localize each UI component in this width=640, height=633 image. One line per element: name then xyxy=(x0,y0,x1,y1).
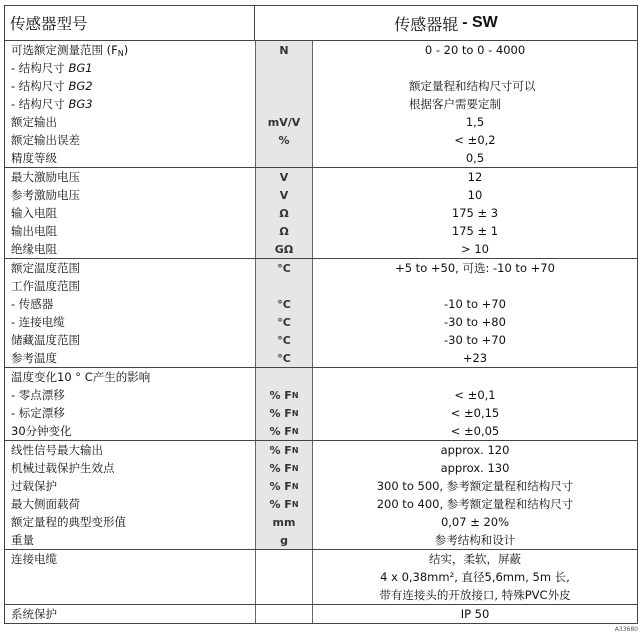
spec-label xyxy=(5,60,255,76)
spec-value: 175 ± 3 xyxy=(451,206,499,220)
spec-unit-text: % F xyxy=(269,461,292,475)
spec-unit-text: mm xyxy=(272,515,296,529)
spec-label-text: 参考激励电压 xyxy=(11,188,80,202)
spec-label xyxy=(5,551,255,567)
spec-value: 额定量程和结构尺寸可以 xyxy=(409,79,536,93)
spec-label-text: 可选额定测量范围 (F xyxy=(11,43,118,57)
spec-unit xyxy=(255,441,313,459)
spec-unit xyxy=(255,495,313,513)
spec-unit-text: % F xyxy=(269,406,292,420)
spec-label xyxy=(5,150,255,166)
spec-value: 根据客户需要定制 xyxy=(409,97,501,111)
spec-label-text: 重量 xyxy=(11,533,34,547)
spec-label-size: BG2 xyxy=(68,79,93,93)
spec-label-text: 额定温度范围 xyxy=(11,261,80,275)
spec-row xyxy=(5,349,637,367)
spec-unit-sub: N xyxy=(291,445,299,455)
spec-value: 结实，柔软，屏蔽 xyxy=(429,552,521,566)
spec-unit xyxy=(255,59,313,77)
spec-unit-text: V xyxy=(279,170,289,184)
spec-label-text: 连接电缆 xyxy=(11,552,57,566)
spec-unit xyxy=(255,513,313,531)
spec-group xyxy=(5,368,637,441)
spec-label xyxy=(5,78,255,94)
spec-unit xyxy=(255,131,313,149)
table-header xyxy=(5,6,637,41)
spec-unit xyxy=(255,95,313,113)
spec-label-text: 工作温度范围 xyxy=(11,279,80,293)
spec-row xyxy=(5,59,637,77)
spec-unit xyxy=(255,404,313,422)
spec-group xyxy=(5,441,637,550)
spec-unit-text: % F xyxy=(269,479,292,493)
spec-label xyxy=(5,332,255,348)
spec-unit xyxy=(255,568,313,586)
spec-label xyxy=(5,205,255,221)
spec-row xyxy=(5,386,637,404)
spec-group xyxy=(5,168,637,259)
spec-value: < ±0,1 xyxy=(454,388,496,402)
spec-row xyxy=(5,531,637,549)
spec-row xyxy=(5,404,637,422)
spec-label-text: 输出电阻 xyxy=(11,224,57,238)
spec-value: approx. 130 xyxy=(440,461,510,475)
spec-unit-text: % F xyxy=(269,443,292,457)
spec-row xyxy=(5,605,637,623)
spec-value: 带有连接头的开放接口, 特殊PVC外皮 xyxy=(379,588,571,602)
spec-unit xyxy=(255,259,313,277)
spec-label xyxy=(5,42,255,58)
spec-label xyxy=(5,606,255,622)
spec-unit-sub: N xyxy=(291,463,299,473)
spec-unit xyxy=(255,240,313,258)
spec-label-end: ) xyxy=(123,43,129,57)
spec-unit xyxy=(255,331,313,349)
spec-group xyxy=(5,41,637,168)
spec-value: 1,5 xyxy=(465,115,485,129)
spec-value: 12 xyxy=(467,170,483,184)
spec-row xyxy=(5,168,637,186)
spec-unit xyxy=(255,295,313,313)
spec-label-text: 线性信号最大输出 xyxy=(11,443,103,457)
spec-label xyxy=(5,241,255,257)
spec-value: < ±0,05 xyxy=(450,424,500,438)
spec-value: 0,5 xyxy=(465,151,485,165)
spec-label-text: 过载保护 xyxy=(11,479,57,493)
spec-unit-text: % F xyxy=(269,497,292,511)
spec-label xyxy=(5,260,255,276)
spec-label-text: 额定输出 xyxy=(11,115,57,129)
spec-label-text: - 连接电缆 xyxy=(11,315,65,329)
product-title xyxy=(255,6,637,40)
spec-row xyxy=(5,259,637,277)
spec-unit xyxy=(255,277,313,295)
spec-group xyxy=(5,259,637,368)
spec-label xyxy=(5,96,255,112)
spec-label-text: 精度等级 xyxy=(11,151,57,165)
spec-unit-sub: N xyxy=(291,390,299,400)
spec-groups xyxy=(5,41,637,623)
spec-row xyxy=(5,131,637,149)
spec-label-text: 最大激励电压 xyxy=(11,170,80,184)
spec-row xyxy=(5,41,637,59)
spec-label-text: - 传感器 xyxy=(11,297,54,311)
spec-label xyxy=(5,442,255,458)
spec-row xyxy=(5,95,637,113)
spec-row xyxy=(5,77,637,95)
spec-value: approx. 120 xyxy=(440,443,510,457)
spec-row xyxy=(5,113,637,131)
spec-row xyxy=(5,149,637,167)
spec-group xyxy=(5,605,637,623)
spec-value: 200 to 400, 参考额定量程和结构尺寸 xyxy=(376,497,574,511)
spec-value: IP 50 xyxy=(460,607,490,621)
spec-unit xyxy=(255,313,313,331)
spec-row xyxy=(5,186,637,204)
spec-label-text: 温度变化10 ° C产生的影响 xyxy=(11,370,151,384)
spec-row xyxy=(5,277,637,295)
spec-label-text: 最大侧面载荷 xyxy=(11,497,80,511)
spec-row xyxy=(5,240,637,258)
spec-label-text: 输入电阻 xyxy=(11,206,57,220)
spec-value: 10 xyxy=(467,188,483,202)
spec-unit xyxy=(255,586,313,604)
spec-unit xyxy=(255,204,313,222)
spec-row xyxy=(5,313,637,331)
spec-unit xyxy=(255,477,313,495)
spec-row xyxy=(5,295,637,313)
spec-label xyxy=(5,350,255,366)
spec-label-text: - 标定漂移 xyxy=(11,406,65,420)
spec-row xyxy=(5,368,637,386)
spec-label-sub: N xyxy=(117,49,124,58)
spec-unit xyxy=(255,422,313,440)
spec-unit-sub: N xyxy=(291,499,299,509)
spec-label-text: 绝缘电阻 xyxy=(11,242,57,256)
spec-label-text: 30分钟变化 xyxy=(11,424,72,438)
figure-number: A33680 xyxy=(614,626,638,633)
spec-unit-text: °C xyxy=(277,333,291,347)
spec-unit-text: mV/V xyxy=(267,115,301,129)
spec-unit-text: Ω xyxy=(279,206,289,220)
spec-label xyxy=(5,532,255,548)
spec-row xyxy=(5,513,637,531)
spec-label xyxy=(5,369,255,385)
model-label: 传感器型号 xyxy=(5,6,255,40)
spec-row xyxy=(5,422,637,440)
spec-label-text: 额定输出误差 xyxy=(11,133,80,147)
spec-unit xyxy=(255,186,313,204)
product-code: - SW xyxy=(462,14,498,31)
spec-unit xyxy=(255,459,313,477)
spec-unit-text: N xyxy=(279,43,289,57)
spec-value: -10 to +70 xyxy=(444,297,506,311)
spec-label xyxy=(5,223,255,239)
spec-unit xyxy=(255,222,313,240)
spec-row xyxy=(5,331,637,349)
spec-row xyxy=(5,568,637,586)
spec-unit xyxy=(255,168,313,186)
spec-unit xyxy=(255,550,313,568)
spec-unit-text: GΩ xyxy=(274,242,294,256)
spec-label-text: - 零点漂移 xyxy=(11,388,65,402)
spec-unit-text: Ω xyxy=(279,224,289,238)
spec-label xyxy=(5,423,255,439)
spec-group xyxy=(5,550,637,605)
spec-value: -30 to +80 xyxy=(444,315,506,329)
spec-unit-text: V xyxy=(279,188,289,202)
spec-unit-text: % F xyxy=(269,424,292,438)
spec-label-text: 参考温度 xyxy=(11,351,57,365)
spec-value: 4 x 0,38mm², 直径5,6mm, 5m 长, xyxy=(380,570,570,584)
spec-unit xyxy=(255,386,313,404)
spec-unit-text: % xyxy=(278,133,290,147)
spec-label xyxy=(5,387,255,403)
spec-table xyxy=(4,5,638,624)
spec-value: 0 - 20 to 0 - 4000 xyxy=(424,43,526,57)
spec-row xyxy=(5,586,637,604)
spec-label-size: BG3 xyxy=(68,97,93,111)
spec-label xyxy=(5,314,255,330)
spec-label xyxy=(5,114,255,130)
spec-label xyxy=(5,460,255,476)
spec-unit-sub: N xyxy=(291,426,299,436)
spec-unit-text: % F xyxy=(269,388,292,402)
spec-value: < ±0,2 xyxy=(454,133,496,147)
spec-value: 300 to 500, 参考额定量程和结构尺寸 xyxy=(376,479,574,493)
spec-row xyxy=(5,222,637,240)
spec-label xyxy=(5,278,255,294)
spec-label xyxy=(5,296,255,312)
spec-unit-text: °C xyxy=(277,315,291,329)
spec-label-text: 系统保护 xyxy=(11,607,57,621)
spec-label xyxy=(5,187,255,203)
spec-label-text: 储藏温度范围 xyxy=(11,333,80,347)
spec-value: 0,07 ± 20% xyxy=(440,515,510,529)
spec-unit xyxy=(255,149,313,167)
spec-unit xyxy=(255,349,313,367)
spec-label-text: 机械过载保护生效点 xyxy=(11,461,115,475)
spec-unit-text: g xyxy=(280,533,288,547)
spec-label-text: 额定量程的典型变形值 xyxy=(11,515,126,529)
spec-value: < ±0,15 xyxy=(450,406,500,420)
spec-unit-text: °C xyxy=(277,261,291,275)
spec-label-text: - 结构尺寸 xyxy=(11,79,69,93)
spec-unit-text: °C xyxy=(277,351,291,365)
spec-unit-sub: N xyxy=(291,408,299,418)
spec-value: +5 to +50, 可选: -10 to +70 xyxy=(395,261,555,275)
spec-unit xyxy=(255,77,313,95)
spec-row xyxy=(5,459,637,477)
spec-label xyxy=(5,496,255,512)
spec-row xyxy=(5,204,637,222)
spec-row xyxy=(5,441,637,459)
spec-label xyxy=(5,478,255,494)
spec-label xyxy=(5,132,255,148)
spec-value: 175 ± 1 xyxy=(451,224,499,238)
spec-label-size: BG1 xyxy=(68,61,93,75)
spec-label xyxy=(5,514,255,530)
spec-value: -30 to +70 xyxy=(444,333,506,347)
spec-unit xyxy=(255,41,313,59)
spec-label-text: - 结构尺寸 xyxy=(11,97,69,111)
product-name: 传感器辊 xyxy=(394,14,459,34)
spec-label xyxy=(5,169,255,185)
spec-unit-text: °C xyxy=(277,297,291,311)
spec-unit-sub: N xyxy=(291,481,299,491)
spec-label-text: - 结构尺寸 xyxy=(11,61,69,75)
spec-unit xyxy=(255,531,313,549)
spec-unit xyxy=(255,605,313,623)
spec-row xyxy=(5,477,637,495)
spec-unit xyxy=(255,368,313,386)
spec-unit xyxy=(255,113,313,131)
spec-label xyxy=(5,405,255,421)
spec-value: 参考结构和设计 xyxy=(434,533,516,547)
spec-value: +23 xyxy=(462,351,488,365)
spec-row xyxy=(5,495,637,513)
spec-value: > 10 xyxy=(461,242,489,256)
spec-row xyxy=(5,550,637,568)
